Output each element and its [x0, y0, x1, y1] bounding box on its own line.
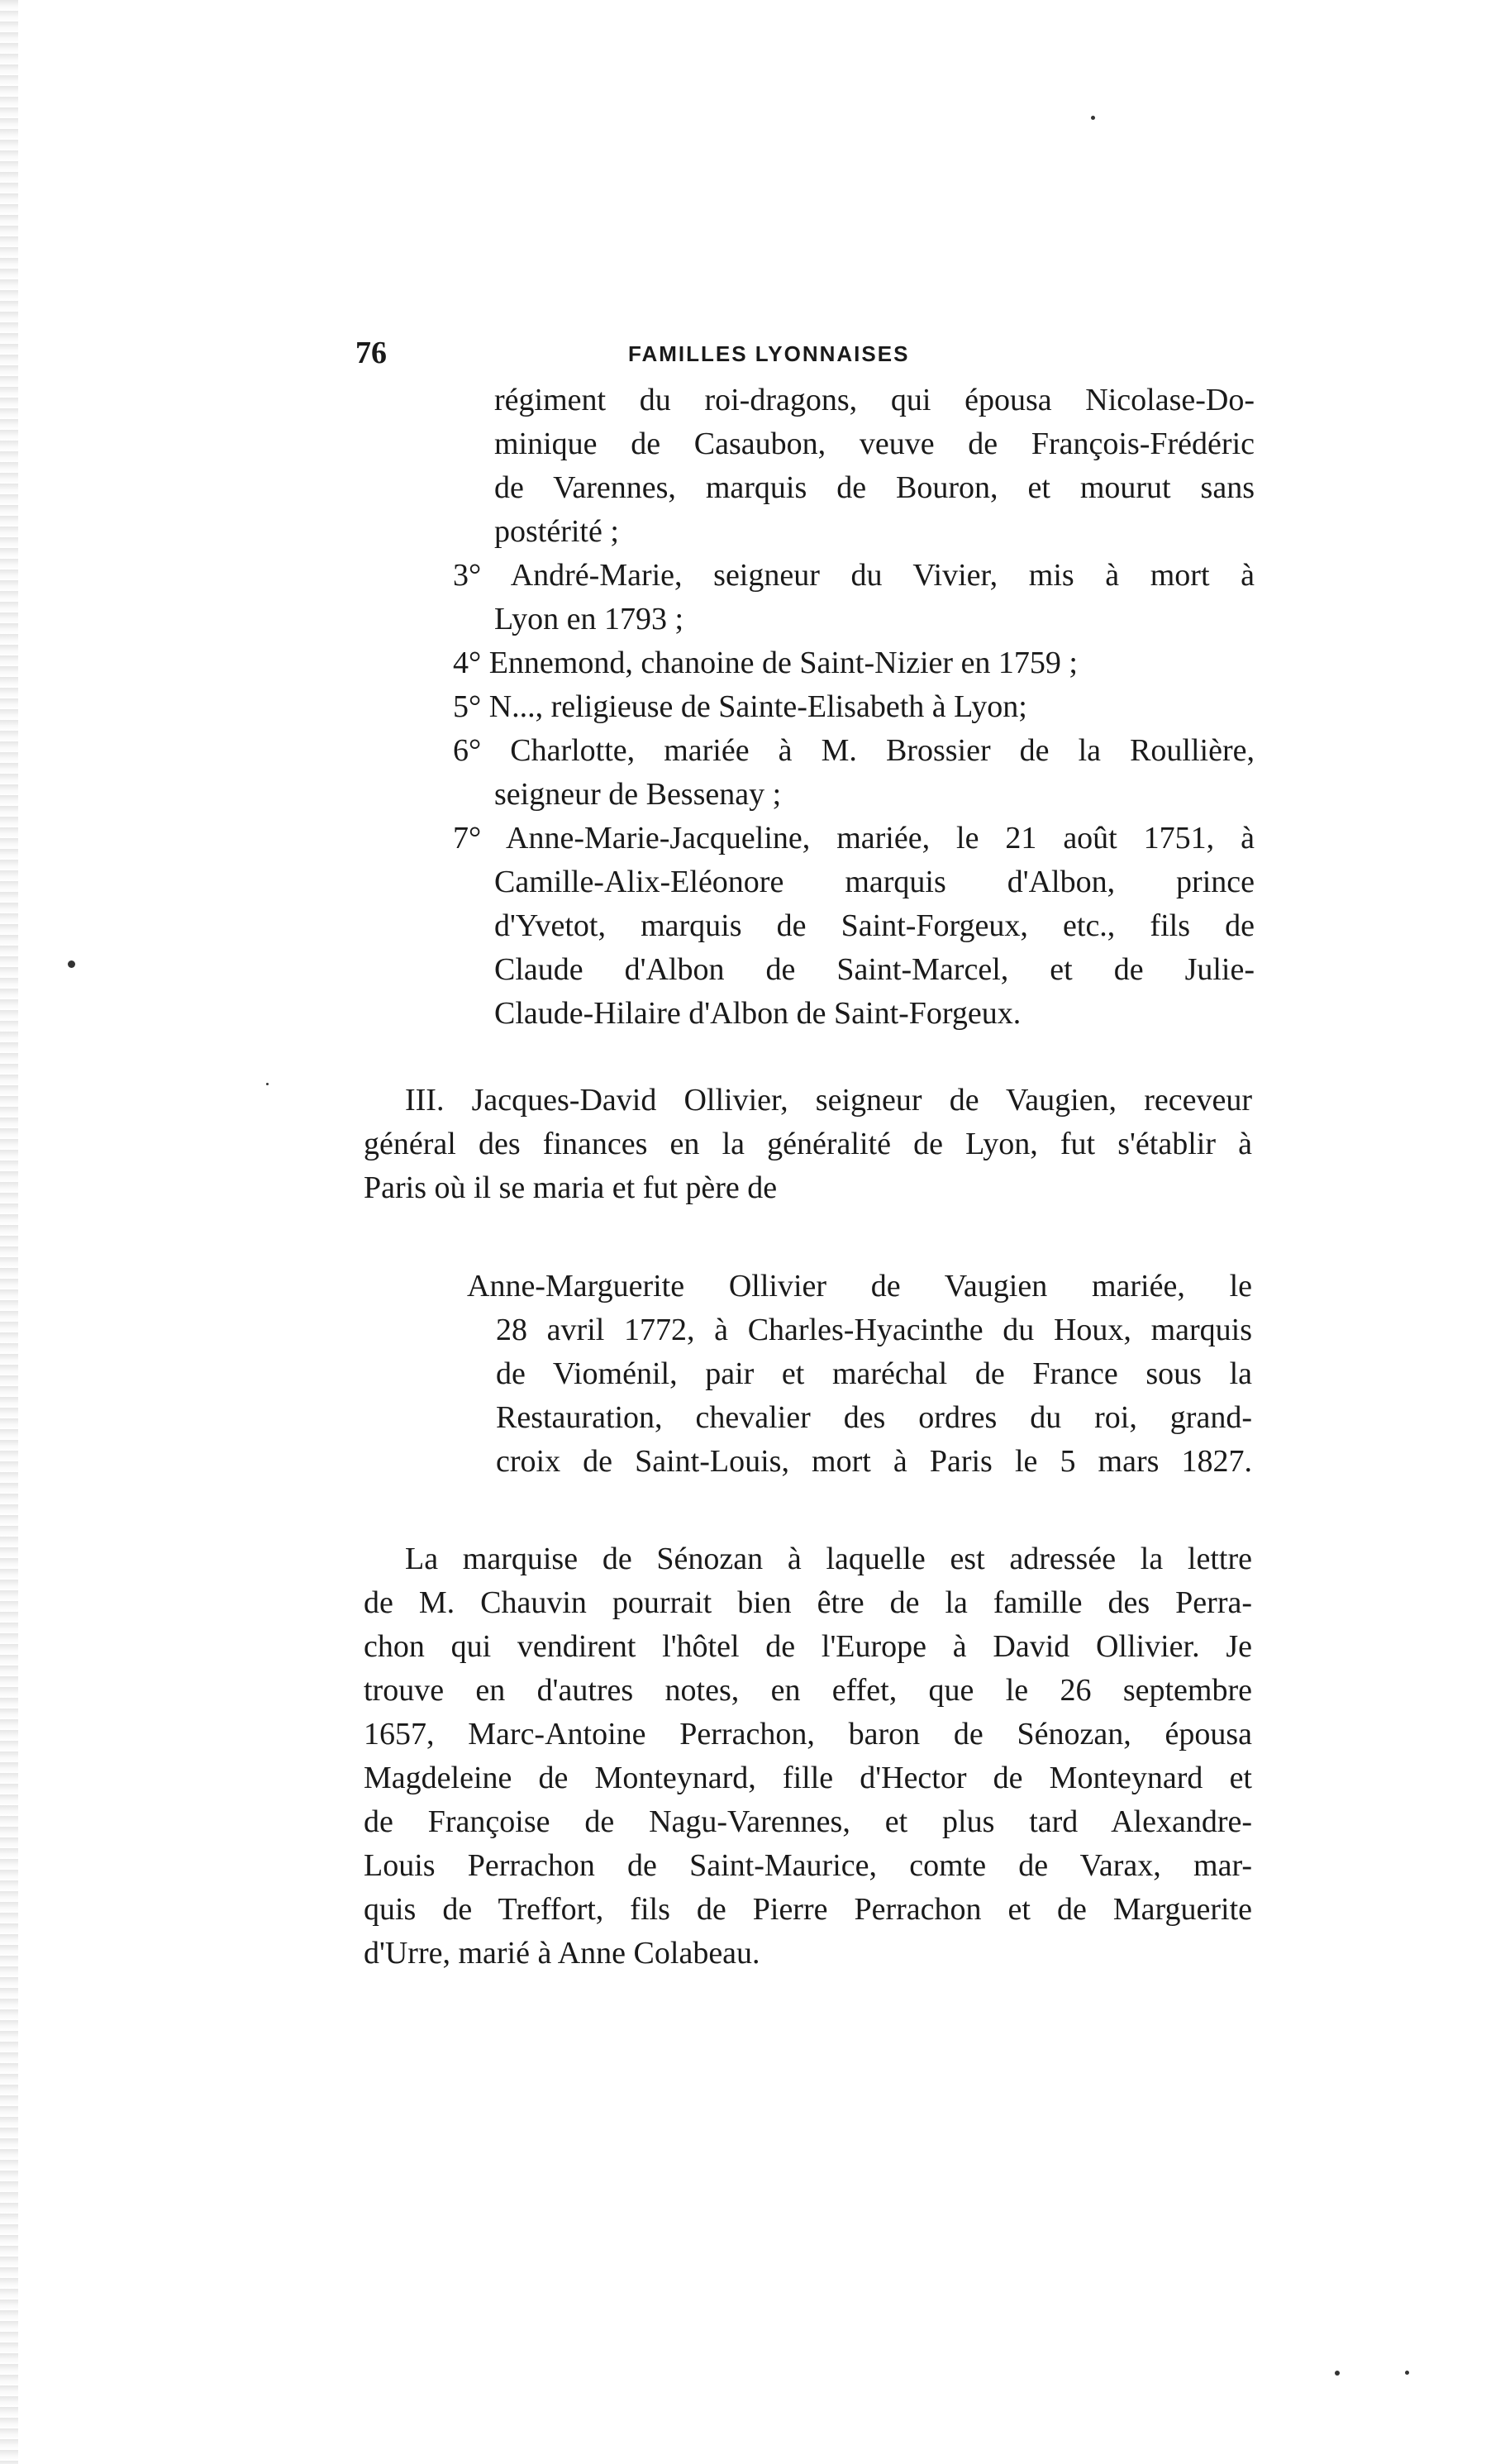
list-item-3	[453, 554, 1255, 641]
text-line: minique de Casaubon, veuve de François-Frédéric	[494, 427, 1255, 461]
text-line: Camille-Alix-Eléonore marquis d'Albon, prince	[494, 865, 1255, 899]
list-item-7	[453, 817, 1255, 1036]
text-line: 3° André-Marie, seigneur du Vivier, mis à mort à	[453, 558, 1255, 593]
text-line: Magdeleine de Monteynard, fille d'Hector de Monteynard et	[364, 1761, 1252, 1795]
list-item-6	[453, 729, 1255, 817]
text-line: quis de Treffort, fils de Pierre Perrachon et de Marguerite	[364, 1892, 1252, 1927]
ink-speck	[68, 960, 75, 968]
page-header	[355, 335, 1256, 376]
text-line: 6° Charlotte, mariée à M. Brossier de la Roullière,	[453, 733, 1255, 768]
page-number: 76	[355, 336, 387, 370]
page-edge-shadow	[0, 0, 18, 2464]
list-item-5	[453, 685, 1255, 729]
text-line: 4° Ennemond, chanoine de Saint-Nizier en 1759 ;	[453, 646, 1078, 680]
text-line: d'Urre, marié à Anne Colabeau.	[364, 1936, 760, 1971]
text-line: croix de Saint-Louis, mort à Paris le 5 mars 1827.	[496, 1444, 1252, 1479]
text-line: postérité ;	[494, 514, 619, 549]
text-line: Claude-Hilaire d'Albon de Saint-Forgeux.	[494, 996, 1022, 1031]
text-line: Restauration, chevalier des ordres du roi, grand-	[496, 1400, 1252, 1435]
ink-speck	[1335, 2371, 1340, 2376]
text-line: Paris où il se maria et fut père de	[364, 1170, 778, 1205]
text-line: 1657, Marc-Antoine Perrachon, baron de Sénozan, épousa	[364, 1717, 1252, 1751]
text-line: de Varennes, marquis de Bouron, et mourut sans	[494, 470, 1255, 505]
paragraph-anne-marguerite	[467, 1265, 1252, 1484]
paragraph-iii	[364, 1079, 1252, 1210]
text-line: III. Jacques-David Ollivier, seigneur de Vaugien, receveur	[405, 1083, 1252, 1118]
paragraph-marquise	[364, 1537, 1252, 1975]
text-line: 28 avril 1772, à Charles-Hyacinthe du Houx, marquis	[496, 1313, 1252, 1347]
running-head: FAMILLES LYONNAISES	[628, 341, 910, 366]
text-line: Louis Perrachon de Saint-Maurice, comte de Varax, mar-	[364, 1848, 1252, 1883]
text-line: 5° N..., religieuse de Sainte-Elisabeth à Lyon;	[453, 689, 1027, 724]
text-line: 7° Anne-Marie-Jacqueline, mariée, le 21 août 1751, à	[453, 821, 1255, 855]
text-line: chon qui vendirent l'hôtel de l'Europe à David Ollivier. Je	[364, 1629, 1252, 1664]
text-line: Claude d'Albon de Saint-Marcel, et de Julie-	[494, 952, 1255, 987]
text-line: de Vioménil, pair et maréchal de France sous la	[496, 1356, 1252, 1391]
ink-speck	[1405, 2371, 1409, 2375]
ink-speck	[1091, 116, 1095, 120]
text-line: seigneur de Bessenay ;	[494, 777, 782, 812]
text-line: régiment du roi-dragons, qui épousa Nicolase-Do-	[494, 383, 1255, 417]
text-line: d'Yvetot, marquis de Saint-Forgeux, etc., fils de	[494, 908, 1255, 943]
text-line: La marquise de Sénozan à laquelle est adressée la lettre	[405, 1542, 1252, 1576]
list-item-continuation	[453, 379, 1255, 554]
text-line: de Françoise de Nagu-Varennes, et plus tard Alexandre-	[364, 1804, 1252, 1839]
ink-speck	[266, 1083, 269, 1085]
text-line: de M. Chauvin pourrait bien être de la famille des Perra-	[364, 1585, 1252, 1620]
list-item-4	[453, 641, 1255, 685]
text-line: général des finances en la généralité de Lyon, fut s'établir à	[364, 1127, 1252, 1161]
genealogy-list	[453, 379, 1255, 1036]
text-line: Anne-Marguerite Ollivier de Vaugien mariée, le	[467, 1269, 1252, 1303]
text-line: Lyon en 1793 ;	[494, 602, 684, 636]
text-line: trouve en d'autres notes, en effet, que le 26 septembre	[364, 1673, 1252, 1708]
